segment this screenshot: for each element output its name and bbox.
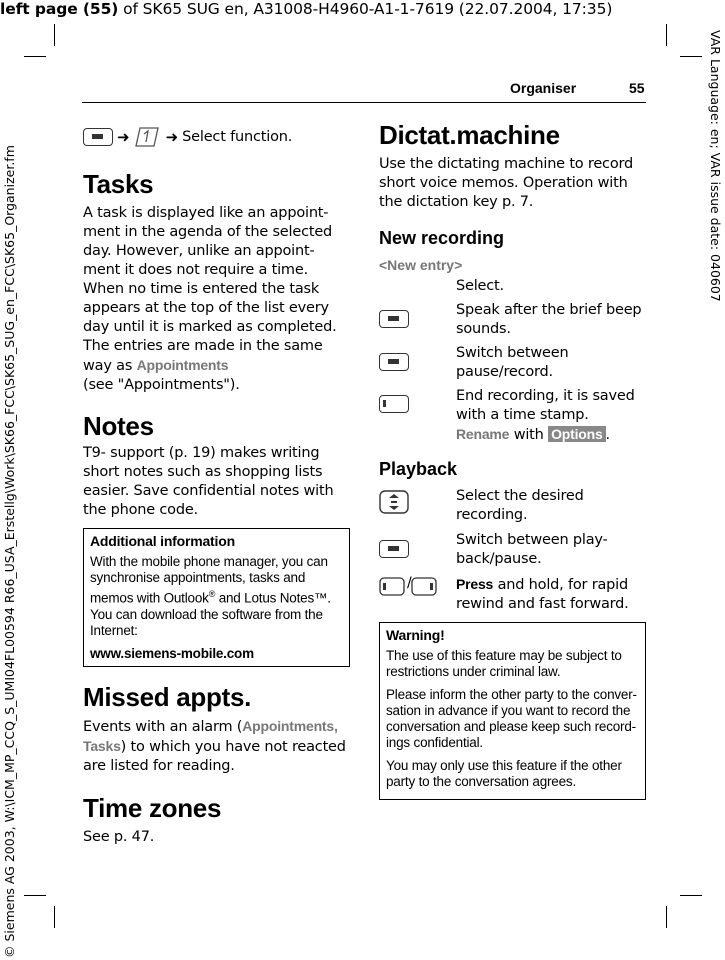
nav-text: Select function.: [182, 128, 293, 145]
options-softkey: Options: [548, 426, 605, 442]
missed-body-end: ) to which you have not reacted are listed for reading.: [83, 739, 346, 774]
info-text: With the mobile phone manager, you can synchronise appointments, tasks and memos with Outlook: [90, 554, 328, 606]
step-text: Switch between pause/record.: [456, 345, 569, 380]
step-text: End recording, it is saved with a time stamp.: [456, 388, 635, 423]
step-text: Select the desired recording.: [456, 488, 584, 523]
timezones-title: Time zones: [83, 793, 222, 823]
info-text-rest: and Lotus Notes™. You can download the software from the Internet:: [90, 590, 331, 638]
section-title: Organiser: [510, 80, 577, 96]
header-rule: [82, 102, 646, 103]
step-text: and hold, for rapid rewind and fast forward.: [456, 577, 629, 612]
softkey-icon: [379, 540, 409, 558]
warning-text: Please inform the other party to the conver-sation in advance if you want to record the conversation and please keep such record-ings confidential.: [386, 687, 637, 750]
playback-title: Playback: [379, 459, 458, 479]
print-header: [0, 0, 612, 18]
warning-text: You may only use this feature if the other party to the conversation agrees.: [386, 758, 622, 789]
softkey-icon: [379, 353, 409, 371]
side-path-text: © Siemens AG 2003, W:\ICM_MP_CCQ_S_UMI04FL00594 R66_USA_Erstellg\Work\SK66_FCC\SK65_SUG_en_FCC\SK65_Organizer.fm: [2, 145, 17, 958]
rename-softkey: Rename: [456, 426, 510, 442]
tasks-body: A task is displayed like an appoint-ment in the agenda of the selected day. However, unlike an appoint-ment it does not require a time. When no time is entered the task appears at the top of the list every day until it is marked as completed. The entries are made in the same way as: [83, 205, 337, 374]
new-entry-label: <New entry>: [379, 257, 463, 273]
tasks-section: [83, 169, 349, 395]
notes-title: Notes: [83, 411, 154, 441]
notes-section: [83, 411, 349, 520]
print-header-rest: of SK65 SUG en, A31008-H4960-A1-1-7619 (22.07.2004, 17:35): [118, 0, 613, 18]
appointments-softkey: Appointments: [136, 357, 229, 373]
dictat-body: Use the dictating machine to record short voice memos. Operation with the dictation key p. 7.: [379, 156, 634, 210]
organiser-key-icon: [134, 126, 162, 148]
tasks-title: Tasks: [83, 169, 154, 199]
notes-body: T9- support (p. 19) makes writing short notes such as shopping lists easier. Save confidential notes with the phone code.: [83, 445, 334, 518]
back-key-icon: [379, 395, 409, 413]
warning-text: The use of this feature may be subject to restrictions under criminal law.: [386, 648, 622, 679]
side-language-text: VAR Language: en; VAR issue date: 040607: [708, 30, 723, 302]
dictat-title: Dictat.machine: [379, 120, 560, 150]
slash-text: /: [407, 575, 412, 591]
registered-mark: ®: [208, 589, 216, 599]
page-number: 55: [629, 80, 645, 96]
rename-with-text: with: [509, 427, 549, 443]
tasks-body-end: (see "Appointments").: [83, 377, 240, 393]
softkey-icon: [379, 310, 409, 328]
missed-title: Missed appts.: [83, 682, 252, 712]
info-title: Additional information: [90, 533, 235, 549]
press-label: Press: [456, 576, 494, 592]
new-recording-title: New recording: [379, 228, 505, 248]
right-column: [379, 120, 646, 612]
info-url: www.siemens-mobile.com: [90, 645, 254, 661]
additional-info-box: [83, 528, 350, 667]
arrow-icon: ➜: [165, 128, 179, 146]
softkey-icon: [83, 128, 113, 146]
print-header-bold: left page (55): [0, 0, 119, 18]
nav-updown-icon: [379, 490, 409, 514]
time-zones-section: [83, 793, 349, 847]
missed-appts-section: [83, 682, 349, 776]
warning-title: Warning!: [386, 627, 445, 643]
timezones-body: See p. 47.: [83, 829, 155, 845]
arrow-icon: ➜: [117, 128, 130, 146]
missed-body: Events with an alarm (: [83, 719, 243, 735]
step-text: Switch between play-back/pause.: [456, 532, 608, 567]
nav-instruction: [83, 125, 349, 149]
step-text: Speak after the brief beep sounds.: [456, 302, 642, 337]
appointments-tasks-softkey: Appointments, Tasks: [83, 718, 338, 754]
left-column: [83, 125, 349, 518]
rename-end-text: .: [605, 427, 610, 443]
warning-box: [379, 622, 646, 800]
step-text: Select.: [456, 278, 504, 294]
